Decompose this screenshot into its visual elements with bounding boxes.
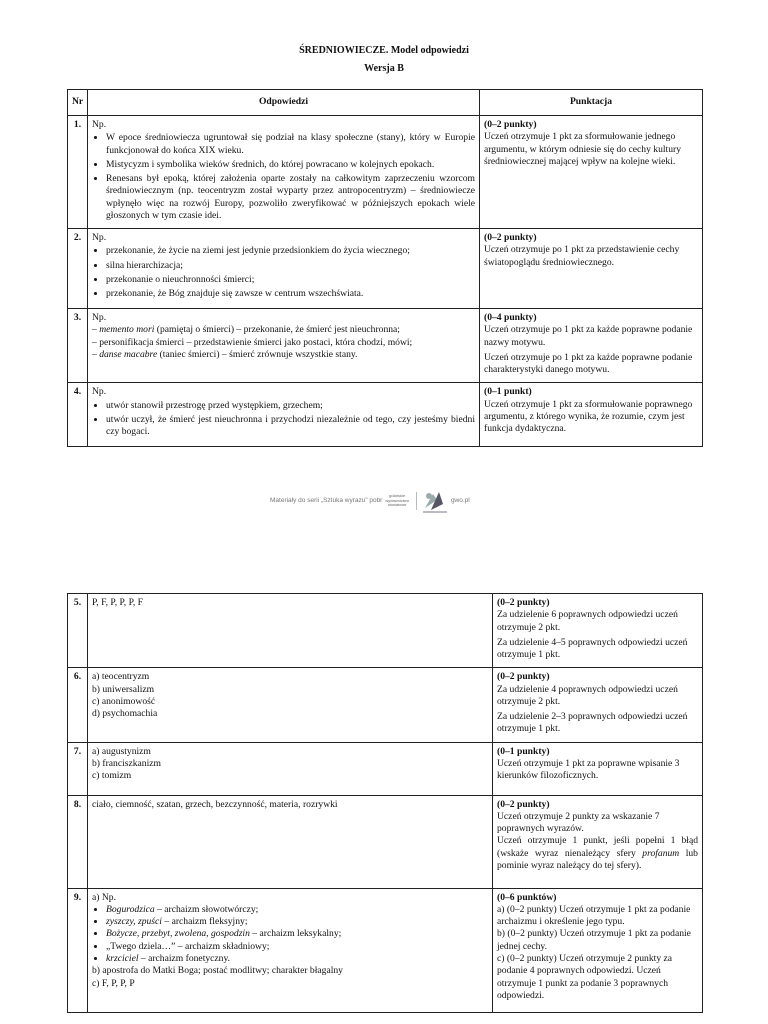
row-number: 3. xyxy=(68,309,88,383)
answer-list xyxy=(92,400,475,439)
answer-list xyxy=(92,904,488,965)
page-footer xyxy=(270,486,500,516)
answer-intro: Np. xyxy=(92,119,107,130)
scoring-text: Za udzielenie 2–3 poprawnych odpowiedzi uczeń otrzymuje 1 pkt. xyxy=(497,711,688,735)
scoring-text: b) (0–2 punkty) Uczeń otrzymuje 1 pkt za podanie jednej cechy. xyxy=(497,928,691,952)
scoring-text: Uczeń otrzymuje 1 punkt, jeśli popełni 1 błąd (wskaże wyraz nienależący sfery profanum lub pominie wyraz należący do tej sfery). xyxy=(497,835,698,871)
scoring-text: c) (0–2 punkty) Uczeń otrzymuje 2 punkty za podanie 4 poprawnych odpowiedzi. Uczeń otrzymuje 1 punkt za podanie 3 poprawnych odpowiedzi. xyxy=(497,952,673,1001)
answer-line: b) apostrofa do Matki Boga; postać modlitwy; charakter błagalny xyxy=(92,965,343,977)
answers-table-2 xyxy=(67,593,703,1013)
list-item: • Bożycze, przebyt, zwolena, gospodzin – archaizm leksykalny; xyxy=(106,928,488,940)
scoring-text: Uczeń otrzymuje po 1 pkt za przedstawienie cechy światopoglądu średniowiecznego. xyxy=(484,244,680,268)
table-row xyxy=(68,116,703,229)
points-label: (0–1 punkt) xyxy=(484,386,532,398)
table-row xyxy=(68,888,703,1012)
list-item: • W epoce średniowiecza ugruntował się podział na klasy społeczne (stany), który w Europie funkcjonował do końca XIX wieku. xyxy=(106,132,475,157)
table-row xyxy=(68,383,703,447)
answer-intro: Np. xyxy=(92,232,107,243)
answer-text: ciało, ciemność, szatan, grzech, bezczynność, materia, rozrywki xyxy=(88,795,493,888)
answers-table-1 xyxy=(67,89,703,447)
row-number: 9. xyxy=(68,888,88,1012)
table-row xyxy=(68,309,703,383)
answer-line: b) franciszkanizm xyxy=(92,757,161,769)
answer-line: a) augustynizm xyxy=(92,745,151,757)
list-item: • „Twego dziela…” – archaizm składniowy; xyxy=(106,941,488,953)
scoring-text: a) (0–2 punkty) Uczeń otrzymuje 1 pkt za podanie archaizmu i określenie jego typu. xyxy=(497,903,691,928)
header-scoring: Punktacja xyxy=(480,90,703,116)
scoring-text: Za udzielenie 6 poprawnych odpowiedzi uczeń otrzymuje 2 pkt. xyxy=(497,609,678,633)
row-number: 2. xyxy=(68,229,88,309)
list-item: • Renesans był epoką, której założenia oparte zostały na całkowitym zaprzeczeniu wzorcom średniowiecznym (np. teocentryzm został wyparty przez antropocentryzm) – średniowiecze wpłynęło więc na rozwój Europy, pozwoliło zweryfikować w późniejszych epokach wiele głoszonych w tym czasie idei. xyxy=(106,173,475,222)
scoring-text: Uczeń otrzymuje 1 pkt za sformułowanie jednego argumentu, w którym odniesie się do cechy kultury średniowiecznej mającej wpływ na kolejne wieki. xyxy=(484,131,681,167)
points-label: (0–1 punkty) xyxy=(497,745,550,757)
answer-line: b) uniwersalizm xyxy=(92,683,155,695)
answer-line: a) Np. xyxy=(92,891,116,903)
answer-list xyxy=(92,245,475,300)
list-item: • przekonanie, że życie na ziemi jest jedynie przedsionkiem do życia wiecznego; xyxy=(106,245,475,257)
footer-text: Materiały do serii „Sztuka wyrazu” pobr xyxy=(270,496,383,504)
answer-line: – personifikacja śmierci – przedstawienie śmierci jako postaci, która chodzi, mówi; xyxy=(92,336,413,348)
publisher-logo-text: gdańskie wydawnictwo oświatowe xyxy=(385,493,409,508)
answer-line: a) teocentryzm xyxy=(92,671,150,683)
row-number: 1. xyxy=(68,116,88,229)
answer-line: – memento mori (pamiętaj o śmierci) – przekonanie, że śmierć jest nieuchronna; xyxy=(92,324,400,336)
table-row xyxy=(68,742,703,795)
scoring-text: Uczeń otrzymuje 1 pkt za poprawne wpisanie 3 kierunków filozoficznych. xyxy=(497,757,680,782)
version-label: Wersja B xyxy=(364,63,404,74)
answer-line: c) F, P, P, P xyxy=(92,977,135,989)
list-item: • utwór stanowił przestrogę przed występkiem, grzechem; xyxy=(106,400,475,412)
list-item: • zyszczy, zpuści – archaizm fleksyjny; xyxy=(106,916,488,928)
answer-text: P, F, P, P, P, F xyxy=(88,594,493,668)
list-item: • Mistycyzm i symbolika wieków średnich, do której powracano w kolejnych epokach. xyxy=(106,159,475,171)
list-item: • krzciciel – archaizm fonetyczny. xyxy=(106,953,488,965)
list-item: • silna hierarchizacja; xyxy=(106,260,475,272)
answer-intro: Np. xyxy=(92,386,107,398)
points-label: (0–2 punkty) xyxy=(484,119,537,130)
answer-line: d) psychomachia xyxy=(92,708,158,720)
table-row xyxy=(68,795,703,888)
scoring-text: Za udzielenie 4–5 poprawnych odpowiedzi uczeń otrzymuje 1 pkt. xyxy=(497,636,688,661)
scoring-text: Za udzielenie 4 poprawnych odpowiedzi uczeń otrzymuje 2 pkt. xyxy=(497,683,678,707)
table-row xyxy=(68,594,703,668)
table-row xyxy=(68,229,703,309)
list-item: • Bogurodzica – archaizm słowotwórczy; xyxy=(106,904,488,916)
row-number: 6. xyxy=(68,668,88,742)
header-answers: Odpowiedzi xyxy=(88,90,480,116)
answer-line: c) anonimowość xyxy=(92,695,156,707)
points-label: (0–2 punkty) xyxy=(497,671,550,683)
table-row xyxy=(68,668,703,742)
answer-line: – danse macabre (taniec śmierci) – śmierć zrównuje wszystkie stany. xyxy=(92,348,358,360)
list-item: • utwór uczył, że śmierć jest nieuchronna i przychodzi niezależnie od tego, czy jesteśmy biedni czy bogaci. xyxy=(106,414,475,439)
row-number: 8. xyxy=(68,795,88,888)
row-number: 5. xyxy=(68,594,88,668)
points-label: (0–2 punkty) xyxy=(497,798,550,810)
points-label: (0–4 punkty) xyxy=(484,312,537,323)
logo-divider xyxy=(416,492,417,510)
list-item: • przekonanie, że Bóg znajduje się zawsze w centrum wszechświata. xyxy=(106,288,475,300)
list-item: • przekonanie o nieuchronności śmierci; xyxy=(106,274,475,286)
points-label: (0–2 punkty) xyxy=(484,232,537,243)
scoring-text: Uczeń otrzymuje 1 pkt za sformułowanie poprawnego argumentu, z którego wynika, że rozumie, czym jest funkcja dydaktyczna. xyxy=(484,398,693,435)
header-nr: Nr xyxy=(68,90,88,116)
row-number: 7. xyxy=(68,742,88,795)
row-number: 4. xyxy=(68,383,88,447)
page-title: ŚREDNIOWIECZE. Model odpowiedzi xyxy=(299,45,469,56)
points-label: (0–6 punktów) xyxy=(497,891,557,903)
scoring-text: Uczeń otrzymuje po 1 pkt za każde poprawne podanie nazwy motywu. xyxy=(484,324,693,348)
answer-line: c) tomizm xyxy=(92,770,132,782)
gwo-logo-icon xyxy=(421,488,449,514)
logo-url: gwo.pl xyxy=(450,496,470,504)
scoring-text: Uczeń otrzymuje po 1 pkt za każde poprawne podanie charakterystyki danego motywu. xyxy=(484,351,693,376)
scoring-text: Uczeń otrzymuje 2 punkty za wskazanie 7 poprawnych wyrazów. xyxy=(497,810,660,835)
answer-list xyxy=(92,132,475,222)
points-label: (0–2 punkty) xyxy=(497,597,550,608)
answer-intro: Np. xyxy=(92,312,107,323)
